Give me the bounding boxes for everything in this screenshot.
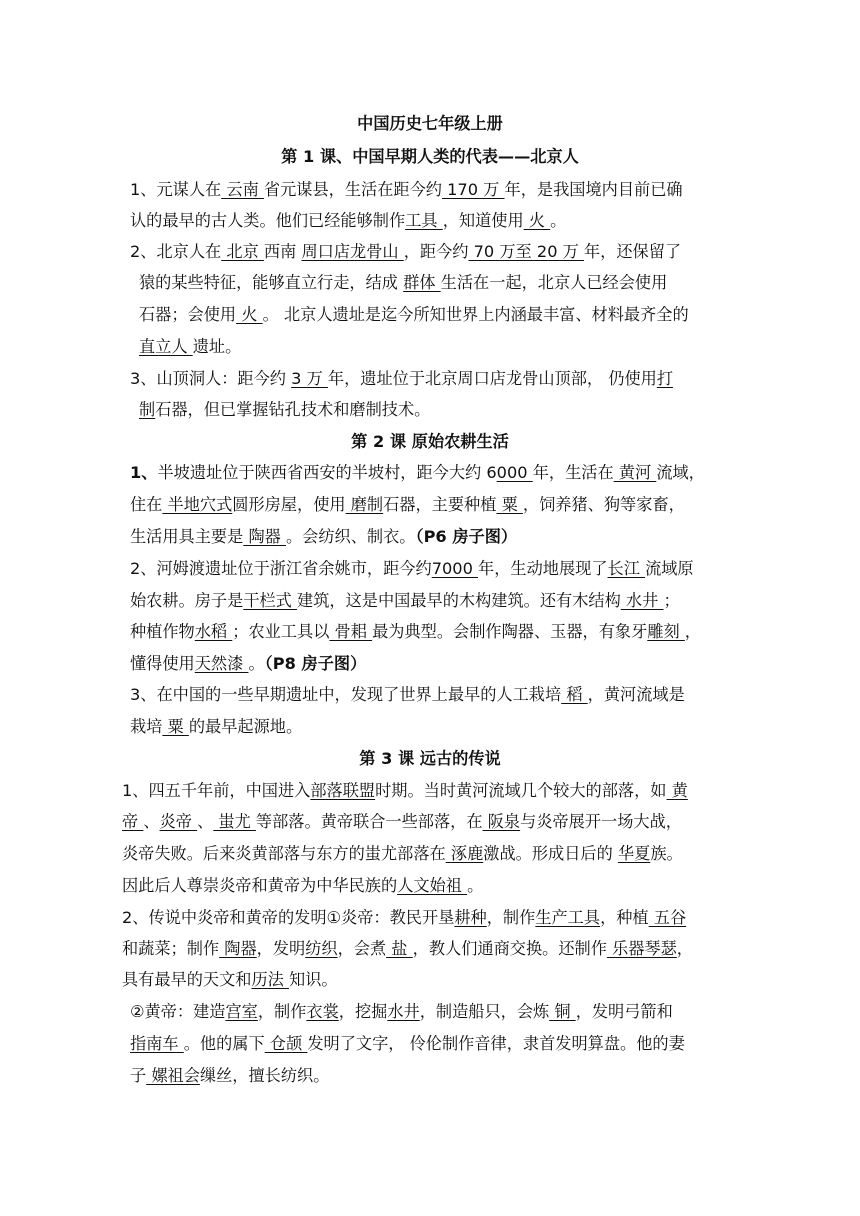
text-run: 种植作物 (130, 622, 195, 641)
text-run: 1、元谋人在 (130, 180, 222, 199)
text-run: 认的最早的古人类。他们已经能够制作 (130, 211, 406, 230)
fill-in-answer: 群体 (403, 273, 441, 292)
fill-in-answer: 人文始祖 (397, 876, 468, 895)
text-run: （P6 房子图） (415, 527, 518, 546)
lesson-3-item-1-line-1 (122, 780, 728, 802)
lesson-2-item-1-line-2 (130, 494, 728, 516)
fill-in-answer: 炎帝 (159, 812, 198, 831)
text-run: 知识。 (289, 970, 338, 989)
text-run: 年，遗址位于北京周口店龙骨山顶部， 仍使用 (327, 369, 657, 388)
text-run: 和蔬菜；制作 (122, 939, 220, 958)
lesson-2-item-3-line-2 (130, 716, 302, 738)
text-run: ，知道使用 (442, 211, 524, 230)
text-run: 最为典型。会制作陶器、玉器，有象牙 (372, 622, 648, 641)
fill-in-answer: 部落联盟 (310, 781, 376, 800)
fill-in-answer: 工具 (405, 211, 443, 230)
text-run: 3、山顶洞人：距今约 (130, 369, 292, 388)
text-run: 。 (248, 654, 265, 673)
fill-in-answer: 3 万 (291, 369, 328, 388)
text-run: 族。 (650, 844, 683, 863)
lesson-1-item-2-line-4 (139, 336, 241, 358)
fill-in-answer: 黄河 (613, 463, 657, 482)
text-run: 。 北京人遗址是迄今所知世界上内涵最丰富、材料最齐全的 (262, 305, 689, 324)
lesson-3-item-3-line-3 (130, 1065, 329, 1087)
lesson-3-heading: 第 3 课 远古的传说 (359, 749, 501, 768)
fill-in-answer: 涿鹿 (445, 844, 484, 863)
fill-in-answer: 盐 (386, 939, 413, 958)
lesson-3-item-2-line-2 (122, 938, 728, 960)
text-run: ， (684, 622, 701, 641)
text-run: 子 (130, 1066, 147, 1085)
fill-in-answer: 铜 (549, 1002, 576, 1021)
text-run: ，制作 (486, 908, 536, 927)
fill-in-answer: 水井 (620, 591, 664, 610)
fill-in-answer: 云南 (221, 180, 264, 199)
text-run: 年，生活在 (532, 463, 614, 482)
text-run: 。 (550, 211, 567, 230)
text-run: 年，生动地展现了 (478, 559, 608, 578)
fill-in-answer: 粟 (162, 717, 189, 736)
document-title: 中国历史七年级上册 (357, 114, 503, 133)
text-run: 生活用具主要是 (130, 527, 244, 546)
fill-in-answer: 阪泉 (482, 812, 521, 831)
fill-in-answer: 直立人 (139, 337, 193, 356)
lesson-1-item-3-line-1 (130, 368, 728, 390)
fill-in-answer: 火 (523, 211, 551, 230)
fill-in-answer: 7000 (431, 559, 479, 578)
fill-in-answer: 水井 (387, 1002, 420, 1021)
fill-in-answer: 制 (139, 400, 156, 419)
text-run: 石器，但已掌握钻孔技术和磨制技术。 (155, 400, 431, 419)
text-run: 2、传说中炎帝和黄帝的发明①炎帝：教民开垦 (122, 908, 455, 927)
text-run: 激战。形成日后的 (483, 844, 618, 863)
lesson-2-item-2-line-4 (130, 653, 366, 675)
text-run: 与炎帝展开一场大战， (520, 812, 682, 831)
text-run: 炎帝失败。后来炎黄部落与东方的蚩尤部落在 (122, 844, 446, 863)
text-run: ，饲养猪、狗等家畜， (522, 495, 685, 514)
lesson-3-item-1-line-3 (122, 843, 718, 865)
text-run: 时期。当时黄河流域几个较大的部落，如 (375, 781, 667, 800)
lesson-1-item-2-line-3 (139, 304, 728, 326)
text-run: 生活在一起，北京人已经会使用 (440, 273, 668, 292)
text-run: 2、北京人在 (130, 242, 222, 261)
fill-in-answer: 天然漆 (194, 654, 249, 673)
text-run: 发明了文字， 伶伦制作音律，隶首发明算盘。他的妻 (307, 1034, 685, 1053)
text-run: 栽培 (130, 717, 163, 736)
text-run: 1、四五千年前，中国进入 (122, 781, 311, 800)
text-run: ，制作 (257, 1002, 307, 1021)
lesson-2-item-2-line-2 (130, 590, 728, 612)
text-run: 西南 (263, 242, 302, 261)
text-run: ②黄帝：建造 (130, 1002, 226, 1021)
text-run: 、 (143, 812, 160, 831)
fill-in-answer: 磨制 (345, 495, 384, 514)
fill-in-answer: 衣裳 (306, 1002, 339, 1021)
lesson-2-heading: 第 2 课 原始农耕生活 (351, 432, 509, 451)
text-run: 。会纺织、制衣。 (285, 527, 416, 546)
text-run: 、 (197, 812, 214, 831)
fill-in-answer: 打 (656, 369, 674, 388)
text-run: ，发明弓箭和 (575, 1002, 673, 1021)
fill-in-answer: 半地穴式 (162, 495, 233, 514)
lesson-3-item-1-line-2 (122, 811, 728, 833)
fill-in-answer: 北京 (221, 242, 264, 261)
text-run: ，发明 (256, 939, 306, 958)
text-run: 流域， (656, 463, 705, 482)
lesson-3-item-3-line-1 (130, 1001, 728, 1023)
fill-in-answer: 帝 (122, 812, 144, 831)
lesson-1-item-2-line-2 (139, 272, 728, 294)
text-run: （P8 房子图） (264, 654, 367, 673)
fill-in-answer: 华夏 (617, 844, 651, 863)
text-run: ，距今约 (403, 242, 469, 261)
text-run: 省元谋县，生活在距今约 (263, 180, 442, 199)
fill-in-answer: 生产工具 (535, 908, 601, 927)
text-run: 3、在中国的一些早期遗址中，发现了世界上最早的人工栽培 (130, 685, 562, 704)
lesson-2-item-1-line-1 (130, 462, 728, 484)
text-run: ， (676, 939, 693, 958)
fill-in-answer: 陶器 (243, 527, 286, 546)
fill-in-answer: 纺织 (305, 939, 338, 958)
text-run: 圆形房屋，使用 (232, 495, 346, 514)
lesson-1-heading: 第 1 课、中国早期人类的代表——北京人 (281, 147, 579, 166)
text-run: 石器；会使用 (139, 305, 237, 324)
text-run: 始农耕。房子是 (130, 591, 244, 610)
text-run: 。他的属下 (183, 1034, 265, 1053)
fill-in-answer: 仓颉 (264, 1034, 308, 1053)
text-run: 半坡遗址位于陕西省西安的半坡村，距今大约 6 (157, 463, 497, 482)
fill-in-answer: 五谷 (648, 908, 687, 927)
text-run: 猿的某些特征，能够直立行走，结成 (139, 273, 404, 292)
lesson-3-item-2-line-1 (122, 907, 728, 929)
fill-in-answer: 170 万 (441, 180, 505, 199)
text-run: 年，是我国境内目前已确 (504, 180, 683, 199)
text-run: 流域原 (645, 559, 694, 578)
lesson-3-item-3-line-2 (130, 1033, 728, 1055)
text-run: 年，还保留了 (583, 242, 682, 261)
fill-in-answer: 周口店龙骨山 (301, 242, 404, 261)
fill-in-answer: 干栏式 (243, 591, 298, 610)
text-run: ，黄河流域是 (587, 685, 685, 704)
fill-in-answer: 火 (236, 305, 263, 324)
fill-in-answer: 70 万至 20 万 (468, 242, 584, 261)
text-run: 缫丝，擅长纺织。 (199, 1066, 330, 1085)
text-run: 具有最早的天文和 (122, 970, 252, 989)
lesson-1-item-1-line-1 (130, 179, 728, 201)
fill-in-answer: 乐器琴瑟 (606, 939, 677, 958)
lesson-2-item-2-line-1 (130, 558, 728, 580)
lesson-2-item-1-line-3 (130, 526, 517, 548)
text-run: ，会煮 (337, 939, 387, 958)
text-run: 懂得使用 (130, 654, 195, 673)
lesson-3-item-2-line-3 (122, 969, 338, 991)
text-run: 住在 (130, 495, 163, 514)
fill-in-answer: 水稻 (194, 622, 233, 641)
fill-in-answer: 耕种 (454, 908, 487, 927)
fill-in-answer: 嫘祖会 (146, 1066, 200, 1085)
text-run: 遗址。 (192, 337, 242, 356)
fill-in-answer: 陶器 (219, 939, 257, 958)
fill-in-answer: 稻 (561, 685, 588, 704)
lesson-3-item-1-line-4 (122, 875, 483, 897)
text-run: ； (663, 591, 680, 610)
lesson-1-item-1-line-2 (130, 210, 566, 232)
fill-in-answer: 宫室 (225, 1002, 258, 1021)
text-run: ，种植 (600, 908, 649, 927)
fill-in-answer: 历法 (251, 970, 290, 989)
fill-in-answer: 指南车 (130, 1034, 184, 1053)
lesson-1-item-2-line-1 (130, 241, 728, 263)
text-run: 建筑，这是中国最早的木构建筑。还有木结构 (297, 591, 621, 610)
text-run: ，制造船只，会炼 (419, 1002, 550, 1021)
text-run: 因此后人尊崇炎帝和黄帝为中华民族的 (122, 876, 398, 895)
text-run: 。 (467, 876, 484, 895)
fill-in-answer: 蚩尤 (213, 812, 256, 831)
text-run: 石器，主要种植 (383, 495, 497, 514)
text-run: ；农业工具以 (232, 622, 330, 641)
fill-in-answer: 骨耜 (329, 622, 373, 641)
fill-in-answer: 000 (496, 463, 533, 482)
fill-in-answer: 黄 (666, 781, 688, 800)
lesson-2-item-2-line-3 (130, 621, 728, 643)
lesson-1-item-3-line-2 (139, 399, 430, 421)
lesson-2-item-3-line-1 (130, 684, 728, 706)
text-run: 1、 (130, 463, 158, 482)
text-run: ，挖掘 (338, 1002, 388, 1021)
text-run: 2、河姆渡遗址位于浙江省余姚市，距今约 (130, 559, 432, 578)
text-run: ，教人们通商交换。还制作 (412, 939, 607, 958)
text-run: 的最早起源地。 (188, 717, 303, 736)
text-run: 等部落。黄帝联合一些部落，在 (255, 812, 483, 831)
fill-in-answer: 粟 (496, 495, 523, 514)
fill-in-answer: 雕刻 (647, 622, 685, 641)
fill-in-answer: 长江 (607, 559, 646, 578)
